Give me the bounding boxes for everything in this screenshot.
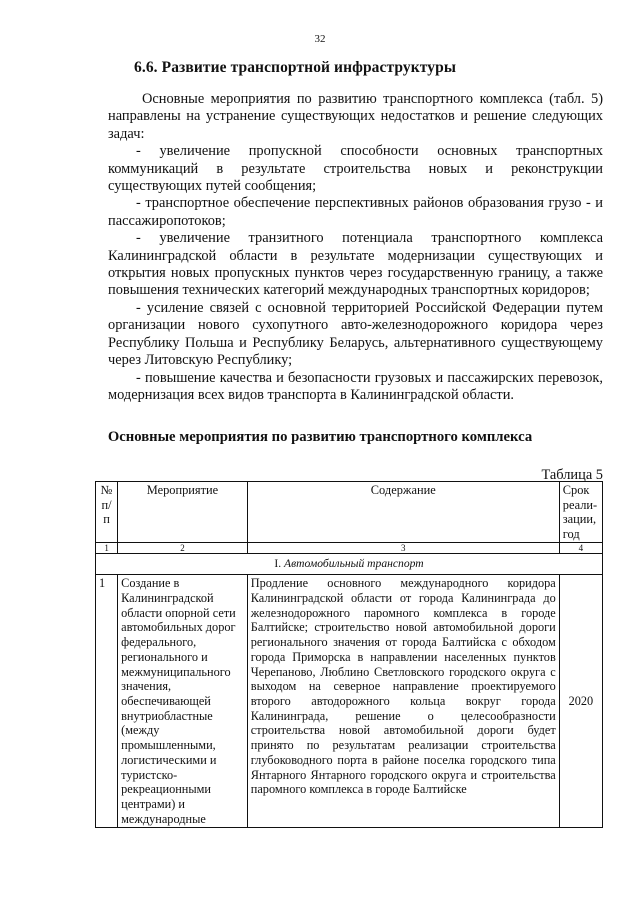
- section-title: [96, 554, 603, 575]
- column-index: 2: [118, 543, 248, 554]
- task-item: - увеличение пропускной способности основных транспортных коммуникаций в результате строительства новых и реконструкции существующих путей сообщения;: [108, 143, 603, 195]
- intro-paragraph: Основные мероприятия по развитию транспортного комплекса (табл. 5) направлены на устранение существующих недостатков и решение следующих задач:: [108, 91, 603, 142]
- section-row: [96, 554, 603, 575]
- column-index: 3: [247, 543, 559, 554]
- table-header-row: [96, 482, 603, 543]
- row-num: 1: [96, 575, 118, 828]
- header-num: № п/п: [96, 482, 118, 543]
- task-item: - транспортное обеспечение перспективных районов образования грузо - и пассажиропотоков;: [108, 195, 603, 229]
- task-item: - увеличение транзитного потенциала транспортного комплекса Калининградской области в результате модернизации существующих и открытия новых пропускных пунктов через государственную границу, а также повышения технических категорий международных транспортных коридоров;: [108, 230, 603, 299]
- table-title: Основные мероприятия по развитию транспортного комплекса: [107, 429, 533, 445]
- table-row: [96, 575, 603, 828]
- section-heading: 6.6. Развитие транспортной инфраструктуры: [134, 59, 457, 76]
- section-roman: I.: [274, 557, 282, 571]
- task-item: - усиление связей с основной территорией Российской Федерации путем организации нового сухопутного авто-железнодорожного коридора через Республику Польша и Республику Беларусь, альтернативного существующему через Литовскую Республику;: [108, 299, 603, 369]
- header-measure: Мероприятие: [118, 482, 248, 543]
- row-content: Продление основного международного коридора Калининградской области от города Калининграда до железнодорожного паромного комплекса в городе Балтийске; строительство новой автомобильной дороги регионального значения от города Балтийска с обходом города Приморска в направлении населенных пунктов Черепаново, Люблино Светловского городского округа с выходом на северное направление проектируемого второго автодорожного кольца вокруг города Калининграда, решение о целесообразности строительства новой автомобильной дороги будет принято по результатам реализации строительства глубоководного порта в районе поселка городского типа Янтарного Янтарного городского округа и строительства паромного комплекса в городе Балтийске: [247, 575, 559, 828]
- task-item: - повышение качества и безопасности грузовых и пассажирских перевозок, модернизация всех видов транспорта в Калининградской области.: [108, 369, 603, 403]
- row-term: 2020: [559, 575, 602, 828]
- row-measure: Создание в Калининградской области опорной сети автомобильных дорог федерального, регионального и межмуниципального значения, обеспечивающей внутриобластные (между промышленными, логистическими и туристско-рекреационными центрами) и международные: [118, 575, 248, 828]
- page-number: 32: [314, 33, 326, 45]
- header-term: Срок реали-зации, год: [559, 482, 602, 543]
- column-index-row: [96, 543, 603, 554]
- table-label: Таблица 5: [541, 467, 603, 483]
- measures-table: [95, 481, 603, 828]
- body-text: [108, 91, 603, 404]
- header-content: Содержание: [247, 482, 559, 543]
- column-index: 1: [96, 543, 118, 554]
- column-index: 4: [559, 543, 602, 554]
- section-title-text: Автомобильный транспорт: [284, 557, 424, 571]
